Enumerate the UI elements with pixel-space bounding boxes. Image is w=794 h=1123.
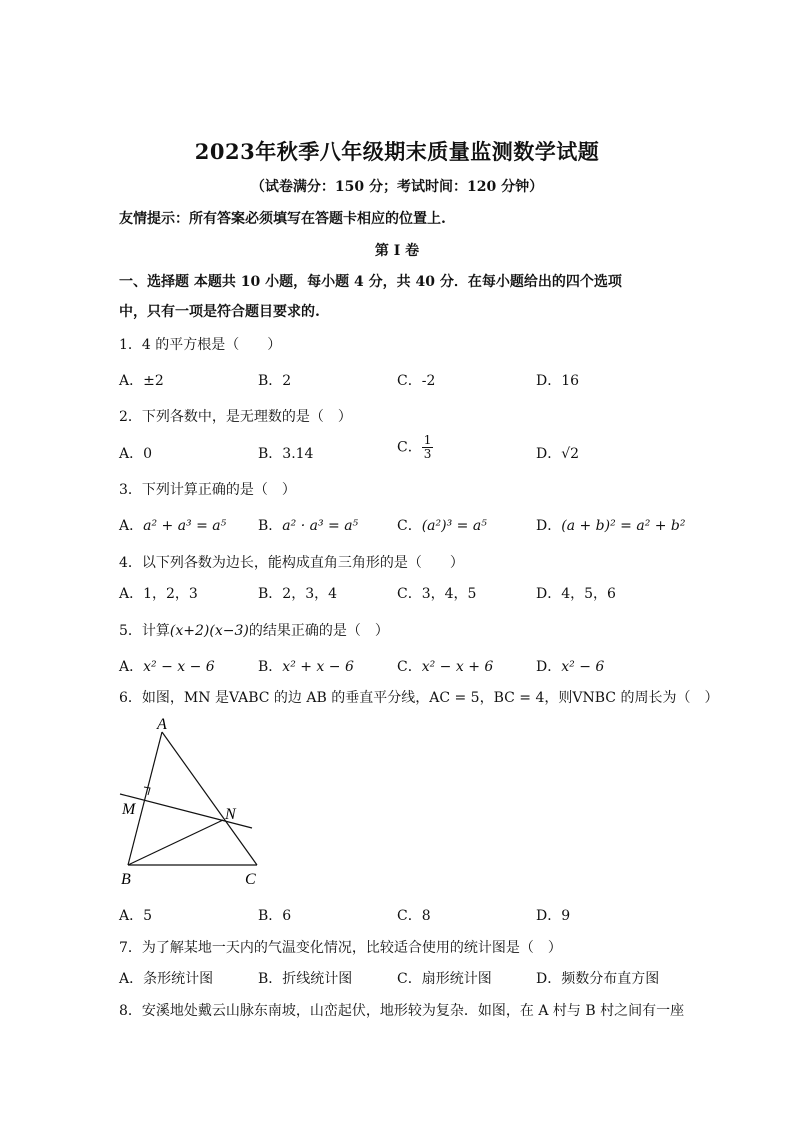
label-a: A xyxy=(157,718,167,733)
q3-option-a-math: a² + a³ = a⁵ xyxy=(143,518,227,534)
q2-option-d xyxy=(536,443,579,463)
q5-stem-prefix: 5．计算 xyxy=(119,623,170,639)
q5-stem-suffix: 的结果正确的是（ ） xyxy=(248,623,389,639)
q2-option-c-fraction xyxy=(422,434,434,461)
section1-line1: 一、选择题 本题共 10 小题，每小题 4 分，共 40 分．在每小题给出的四个选项 xyxy=(119,274,622,290)
q3-option-b-label: B． xyxy=(258,518,283,534)
q5-stem-math: (x+2)(x−3) xyxy=(169,623,249,639)
q3-option-a-label: A． xyxy=(119,518,144,534)
q3-option-c-label: C． xyxy=(397,518,422,534)
q3-option-c-math: (a²)³ = a⁵ xyxy=(421,518,487,534)
q7-stem: 7．为了解某地一天内的气温变化情况，比较适合使用的统计图是（ ） xyxy=(119,940,562,956)
q5-stem xyxy=(119,620,389,640)
q2-option-a: A．0 xyxy=(119,446,153,462)
q7-option-d: D．频数分布直方图 xyxy=(536,971,660,987)
q6-option-a: A．5 xyxy=(119,908,153,924)
q5-option-d-label: D． xyxy=(536,659,562,675)
q5-option-c-label: C． xyxy=(397,659,422,675)
label-c: C xyxy=(245,871,256,888)
q2-option-b: B．3.14 xyxy=(258,446,314,462)
label-b: B xyxy=(121,871,131,888)
segment-bn xyxy=(128,820,223,865)
q2-frac-denominator: 3 xyxy=(423,447,432,461)
q1-stem: 1．4 的平方根是（ ） xyxy=(119,337,282,353)
q5-option-a-math: x² − x − 6 xyxy=(143,659,215,675)
q8-stem: 8．安溪地处戴云山脉东南坡，山峦起伏，地形较为复杂．如图，在 A 村与 B 村之间有一座 xyxy=(119,1003,685,1019)
q5-option-b-math: x² + x − 6 xyxy=(282,659,354,675)
q2-option-d-math: √2 xyxy=(561,446,580,462)
q3-option-c xyxy=(397,515,487,535)
q3-option-a xyxy=(119,515,226,535)
q5-option-d-math: x² − 6 xyxy=(561,659,605,675)
q7-option-a: A．条形统计图 xyxy=(119,971,214,987)
q4-option-b: B．2，3，4 xyxy=(258,586,338,602)
q2-option-c xyxy=(397,434,433,461)
q3-stem: 3．下列计算正确的是（ ） xyxy=(119,482,296,498)
section1-line2: 中，只有一项是符合题目要求的. xyxy=(119,304,320,320)
q2-option-c-label: C． xyxy=(397,439,422,456)
q5-option-b xyxy=(258,656,354,676)
q5-option-d xyxy=(536,656,604,676)
volume-heading: 第 I 卷 xyxy=(374,243,420,259)
q2-stem: 2．下列各数中，是无理数的是（ ） xyxy=(119,409,352,425)
q3-option-d-math: (a + b)² = a² + b² xyxy=(561,518,686,534)
q1-option-a: A．±2 xyxy=(119,373,164,389)
triangle-figure xyxy=(112,718,272,890)
q5-option-c-math: x² − x + 6 xyxy=(421,659,494,675)
q4-stem: 4．以下列各数为边长，能构成直角三角形的是（ ） xyxy=(119,555,464,571)
q3-option-b xyxy=(258,515,358,535)
q7-option-c: C．扇形统计图 xyxy=(397,971,492,987)
segment-ac xyxy=(162,732,257,865)
label-m: M xyxy=(122,801,136,818)
q7-option-b: B．折线统计图 xyxy=(258,971,353,987)
q2-option-d-label: D． xyxy=(536,446,562,462)
q6-option-d: D．9 xyxy=(536,908,571,924)
q5-option-c xyxy=(397,656,493,676)
q3-option-d xyxy=(536,515,686,535)
q6-stem: 6．如图，MN 是VABC 的边 AB 的垂直平分线，AC = 5，BC = 4，则VNBC 的周长为（ ） xyxy=(119,690,719,706)
label-n: N xyxy=(225,806,236,823)
q6-option-c: C．8 xyxy=(397,908,431,924)
tip-text: 友情提示：所有答案必须填写在答题卡相应的位置上. xyxy=(119,211,446,227)
q6-option-b: B．6 xyxy=(258,908,292,924)
exam-subtitle: （试卷满分：150 分；考试时间：120 分钟） xyxy=(250,179,544,195)
q4-option-d: D．4，5，6 xyxy=(536,586,616,602)
exam-title: 2023年秋季八年级期末质量监测数学试题 xyxy=(194,139,600,164)
q5-option-a-label: A． xyxy=(119,659,144,675)
q3-option-d-label: D． xyxy=(536,518,562,534)
q1-option-c: C．-2 xyxy=(397,373,436,389)
q1-option-d: D．16 xyxy=(536,373,580,389)
segment-ab xyxy=(128,732,162,865)
q5-option-a xyxy=(119,656,215,676)
q2-frac-numerator: 1 xyxy=(423,433,432,447)
q4-option-c: C．3，4，5 xyxy=(397,586,477,602)
q4-option-a: A．1，2，3 xyxy=(119,586,198,602)
q3-option-b-math: a² · a³ = a⁵ xyxy=(282,518,359,534)
q1-option-b: B．2 xyxy=(258,373,292,389)
q5-option-b-label: B． xyxy=(258,659,283,675)
